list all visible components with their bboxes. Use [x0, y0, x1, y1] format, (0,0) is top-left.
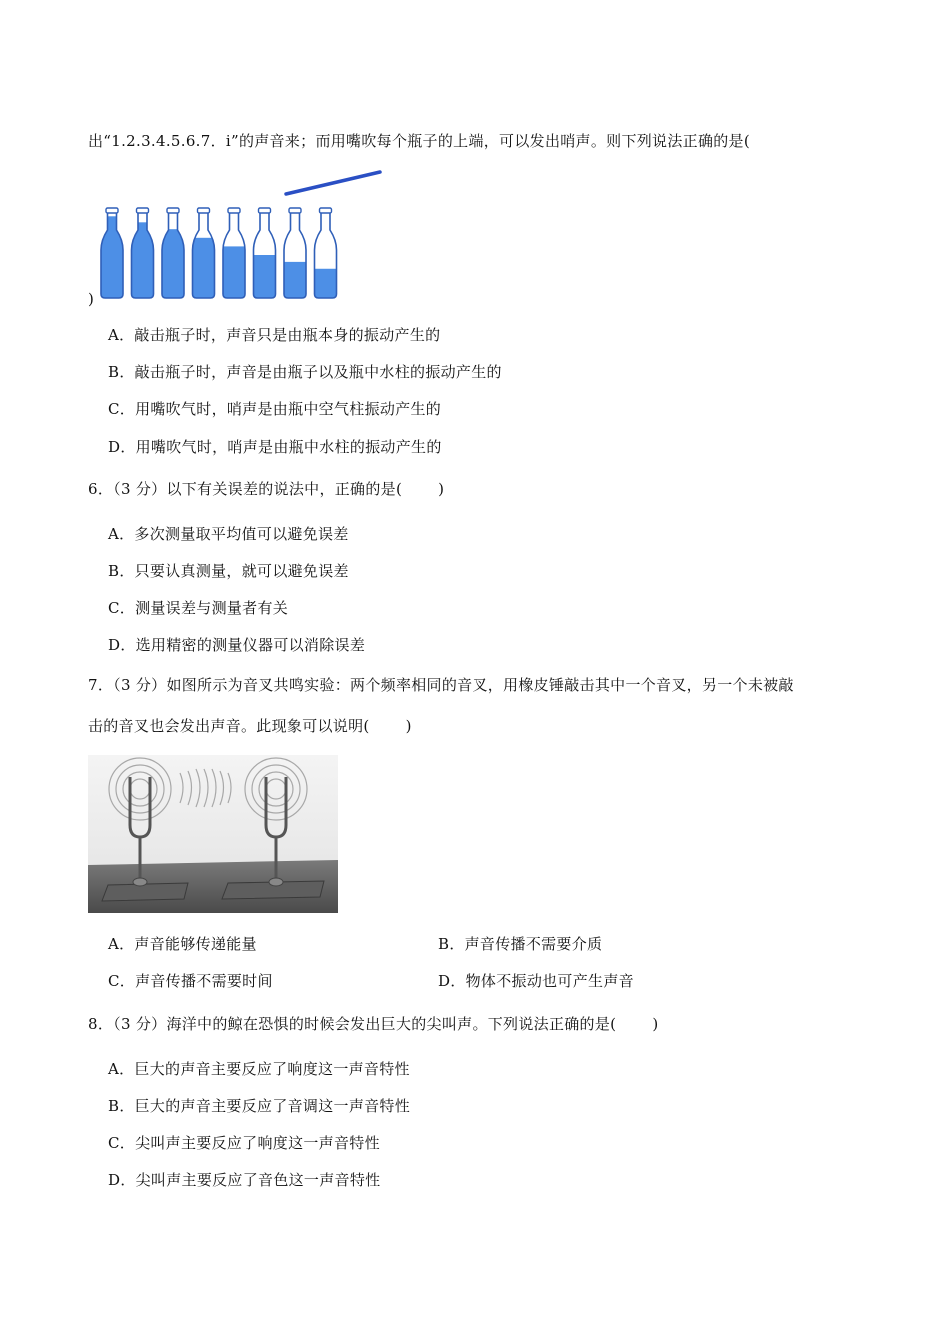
q6-stem [88, 478, 444, 499]
q6-option-d[interactable]: D．选用精密的测量仪器可以消除误差 [108, 636, 366, 654]
q8-option-c[interactable]: C．尖叫声主要反应了响度这一声音特性 [108, 1134, 380, 1152]
bottle-water [193, 238, 215, 298]
q6-option-b[interactable]: B．只要认真测量，就可以避免误差 [108, 562, 349, 580]
q5-option-b[interactable]: B．敲击瓶子时，声音是由瓶子以及瓶中水柱的振动产生的 [108, 363, 502, 381]
bottles-figure [96, 168, 386, 302]
q7-stem-line2 [88, 715, 412, 736]
q8-stem [88, 1013, 658, 1034]
q5-option-a[interactable]: A．敲击瓶子时，声音只是由瓶本身的振动产生的 [108, 326, 441, 344]
q8-option-a[interactable]: A．巨大的声音主要反应了响度这一声音特性 [108, 1060, 410, 1078]
bottle-lip [259, 208, 271, 213]
q6-stem-text: 6．（3 分）以下有关误差的说法中，正确的是( [88, 480, 403, 498]
bottle-lip [137, 208, 149, 213]
q8-stem-text: 8．（3 分）海洋中的鲸在恐惧的时候会发出巨大的尖叫声。下列说法正确的是( [88, 1015, 617, 1033]
bottle-water [132, 222, 154, 298]
q7-option-d[interactable]: D．物体不振动也可产生声音 [438, 972, 634, 990]
q5-option-c[interactable]: C．用嘴吹气时，哨声是由瓶中空气柱振动产生的 [108, 400, 442, 418]
q7-stem-close: ) [405, 717, 412, 735]
left-base [102, 883, 188, 901]
stick [286, 172, 380, 194]
q7-option-a[interactable]: A．声音能够传递能量 [108, 935, 257, 953]
q5-stem-line1: 出“1.2.3.4.5.6.7．i”的声音来；而用嘴吹每个瓶子的上端，可以发出哨声。则下列说法正确的是( [88, 132, 751, 150]
q8-option-d[interactable]: D．尖叫声主要反应了音色这一声音特性 [108, 1171, 381, 1189]
bottle-lip [320, 208, 332, 213]
bottle-water [284, 262, 306, 298]
q8-stem-close: ) [652, 1015, 659, 1033]
bottle-lip [167, 208, 179, 213]
q6-stem-close: ) [438, 480, 445, 498]
bottle-water [101, 216, 123, 298]
q8-option-b[interactable]: B．巨大的声音主要反应了音调这一声音特性 [108, 1097, 411, 1115]
bottle-water [162, 229, 184, 298]
q7-option-c[interactable]: C．声音传播不需要时间 [108, 972, 273, 990]
bottle-lip [228, 208, 240, 213]
q5-stem-close: ) [88, 290, 95, 308]
q7-stem-line1: 7．（3 分）如图所示为音叉共鸣实验：两个频率相同的音叉，用橡皮锤敲击其中一个音叉，另一个未被敲 [88, 676, 794, 694]
bottle-water [223, 246, 245, 298]
bottle-water [315, 269, 337, 298]
bottle-lip [198, 208, 210, 213]
bottle-lip [289, 208, 301, 213]
q6-option-a[interactable]: A．多次测量取平均值可以避免误差 [108, 525, 349, 543]
q5-option-d[interactable]: D．用嘴吹气时，哨声是由瓶中水柱的振动产生的 [108, 438, 442, 456]
q6-option-c[interactable]: C．测量误差与测量者有关 [108, 599, 289, 617]
q7-option-b[interactable]: B．声音传播不需要介质 [438, 935, 603, 953]
bottle-lip [106, 208, 118, 213]
bottle-water [254, 255, 276, 298]
q7-stem-text: 击的音叉也会发出声音。此现象可以说明( [88, 717, 370, 735]
tuning-fork-figure [88, 755, 338, 913]
